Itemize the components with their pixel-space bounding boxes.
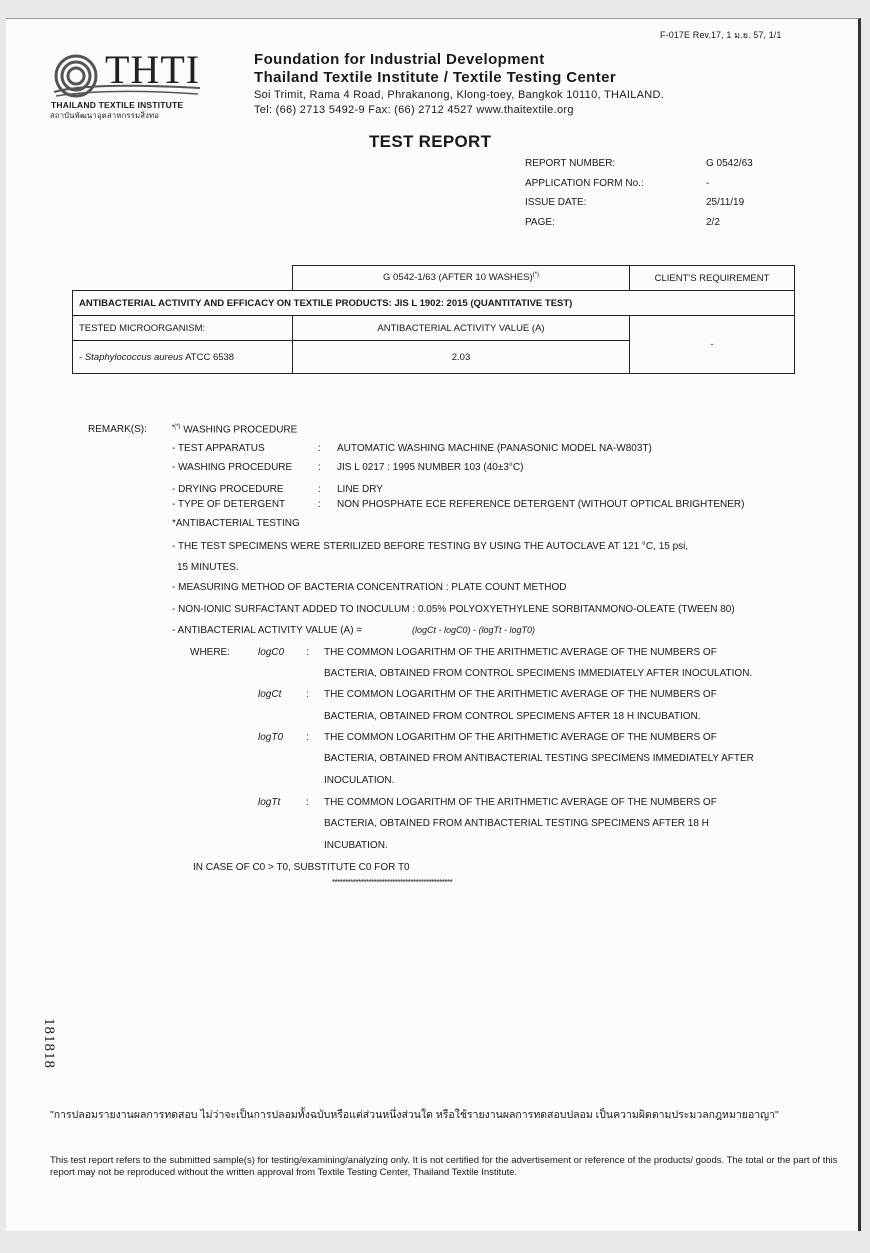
meta-label: APPLICATION FORM No.:: [525, 177, 644, 189]
surfactant-note: - NON-IONIC SURFACTANT ADDED TO INOCULUM : 0.05% POLYOXYETHYLENE SORBITANMONO-OLEATE (TWEEN 80): [172, 604, 735, 615]
sterilized-note: - THE TEST SPECIMENS WERE STERILIZED BEFORE TESTING BY USING THE AUTOCLAVE AT 121 °C, 15 psi,: [172, 541, 689, 552]
definition-text: THE COMMON LOGARITHM OF THE ARITHMETIC AVERAGE OF THE NUMBERS OF: [324, 647, 717, 658]
org-name: Foundation for Industrial Development: [254, 51, 545, 68]
org-subname: Thailand Textile Institute / Textile Testing Center: [254, 69, 617, 86]
client-header: CLIENT'S REQUIREMENT: [630, 266, 795, 291]
formula-label: - ANTIBACTERIAL ACTIVITY VALUE (A) =: [172, 625, 363, 636]
definition-symbol: logCt: [258, 689, 282, 700]
remark-label: REMARK(S):: [88, 424, 147, 435]
logo-name-th: สถาบันพัฒนาอุตสาหกรรมสิ่งทอ: [50, 111, 160, 120]
definition-colon: :: [306, 689, 309, 700]
results-table: [72, 265, 795, 374]
definition-text: INOCULATION.: [324, 775, 395, 786]
meta-row: [525, 174, 785, 194]
meta-value: G 0542/63: [706, 158, 753, 170]
sample-header: G 0542-1/63 (AFTER 10 WASHES)(*): [293, 266, 630, 291]
definition-symbol: logC0: [258, 647, 285, 658]
remark-value: JIS L 0217 : 1995 NUMBER 103 (40±3°C): [337, 462, 524, 473]
definition-colon: :: [306, 647, 309, 658]
meta-label: ISSUE DATE:: [525, 197, 587, 209]
logo-name-en: THAILAND TEXTILE INSTITUTE: [51, 100, 184, 110]
serial-number: 181818: [41, 1018, 57, 1069]
remark-value: NON PHOSPHATE ECE REFERENCE DETERGENT (WITHOUT OPTICAL BRIGHTENER): [337, 499, 745, 510]
remark-colon: :: [318, 499, 321, 510]
empty-cell: [73, 266, 293, 291]
definition-text: BACTERIA, OBTAINED FROM ANTIBACTERIAL TESTING SPECIMENS AFTER 18 H: [324, 818, 709, 829]
logo-wordmark: THTI: [105, 47, 201, 92]
definition-text: BACTERIA, OBTAINED FROM CONTROL SPECIMENS AFTER 18 H INCUBATION.: [324, 711, 701, 722]
remark-key: - TEST APPARATUS: [172, 443, 265, 454]
remark-value: LINE DRY: [337, 484, 383, 495]
formula: (logCt - logC0) - (logTt - logT0): [412, 625, 536, 635]
disclaimer: This test report refers to the submitted sample(s) for testing/examining/analyzing only. It is not certified for the advertisement or reference of the products/ goods. The total or the part of this report may not be reproduced without the written approval from Textile Testing Center, Thailand Textile Institute.: [50, 1155, 838, 1178]
meta-row: [525, 193, 785, 213]
test-title: ANTIBACTERIAL ACTIVITY AND EFFICACY ON TEXTILE PRODUCTS: JIS L 1902: 2015 (QUANTITATIVE TEST): [73, 291, 795, 316]
client-requirement-value: -: [630, 316, 795, 374]
org-contact: Tel: (66) 2713 5492-9 Fax: (66) 2712 4527 www.thaitextile.org: [254, 104, 574, 116]
meta-row: [525, 154, 785, 174]
remark-colon: :: [318, 462, 321, 473]
organism-name: Staphylococcus aureus: [84, 351, 184, 363]
thai-warning: "การปลอมรายงานผลการทดสอบ ไม่ว่าจะเป็นการปลอมทั้งฉบับหรือแต่ส่วนหนึ่งส่วนใด หรือใช้รายงานผลการทดสอบปลอม เป็นความผิดตามประมวลกฎหมายอาญา": [50, 1109, 779, 1121]
definition-text: THE COMMON LOGARITHM OF THE ARITHMETIC AVERAGE OF THE NUMBERS OF: [324, 689, 717, 700]
where-label: WHERE:: [190, 647, 230, 658]
meta-label: PAGE:: [525, 216, 555, 228]
meta-label: REPORT NUMBER:: [525, 158, 616, 170]
definition-text: THE COMMON LOGARITHM OF THE ARITHMETIC AVERAGE OF THE NUMBERS OF: [324, 732, 717, 743]
activity-value-label: ANTIBACTERIAL ACTIVITY VALUE (A): [293, 316, 630, 341]
remark-colon: :: [318, 443, 321, 454]
remark-key: - WASHING PROCEDURE: [172, 462, 293, 473]
label-row: [73, 316, 795, 341]
end-marker: **********************************************: [332, 878, 453, 887]
definition-text: INCUBATION.: [324, 840, 388, 851]
form-code: F-017E Rev.17, 1 ม.ย. 57, 1/1: [660, 30, 782, 40]
measuring-method: - MEASURING METHOD OF BACTERIA CONCENTRATION : PLATE COUNT METHOD: [172, 582, 567, 593]
in-case-note: IN CASE OF C0 > T0, SUBSTITUTE C0 FOR T0: [193, 862, 410, 873]
sterilized-note-cont: 15 MINUTES.: [177, 562, 239, 573]
antibacterial-title: *ANTIBACTERIAL TESTING: [172, 518, 300, 529]
meta-row: [525, 213, 785, 233]
definition-text: BACTERIA, OBTAINED FROM ANTIBACTERIAL TESTING SPECIMENS IMMEDIATELY AFTER: [324, 753, 754, 764]
washing-title: •(*) WASHING PROCEDURE: [172, 424, 298, 436]
definition-symbol: logTt: [258, 797, 281, 808]
remark-key: - TYPE OF DETERGENT: [172, 499, 286, 510]
remark-value: AUTOMATIC WASHING MACHINE (PANASONIC MODEL NA-W803T): [337, 443, 652, 454]
report-title: TEST REPORT: [369, 132, 492, 151]
organism-cell: - Staphylococcus aureus ATCC 6538: [73, 341, 293, 374]
result-value: 2.03: [293, 341, 630, 374]
meta-value: -: [706, 177, 710, 189]
meta-value: 25/11/19: [706, 197, 745, 209]
remark-colon: :: [318, 484, 321, 495]
meta-value: 2/2: [706, 216, 720, 228]
definition-colon: :: [306, 797, 309, 808]
definition-text: BACTERIA, OBTAINED FROM CONTROL SPECIMENS IMMEDIATELY AFTER INOCULATION.: [324, 668, 753, 679]
remark-key: - DRYING PROCEDURE: [172, 484, 284, 495]
table-header-row: [73, 266, 795, 291]
report-meta: [525, 154, 785, 232]
test-title-row: [73, 291, 795, 316]
org-address: Soi Trimit, Rama 4 Road, Phrakanong, Klong-toey, Bangkok 10110, THAILAND.: [254, 89, 665, 101]
definition-text: THE COMMON LOGARITHM OF THE ARITHMETIC AVERAGE OF THE NUMBERS OF: [324, 797, 717, 808]
definition-colon: :: [306, 732, 309, 743]
microorganism-label: TESTED MICROORGANISM:: [73, 316, 293, 341]
definition-symbol: logT0: [258, 732, 284, 743]
